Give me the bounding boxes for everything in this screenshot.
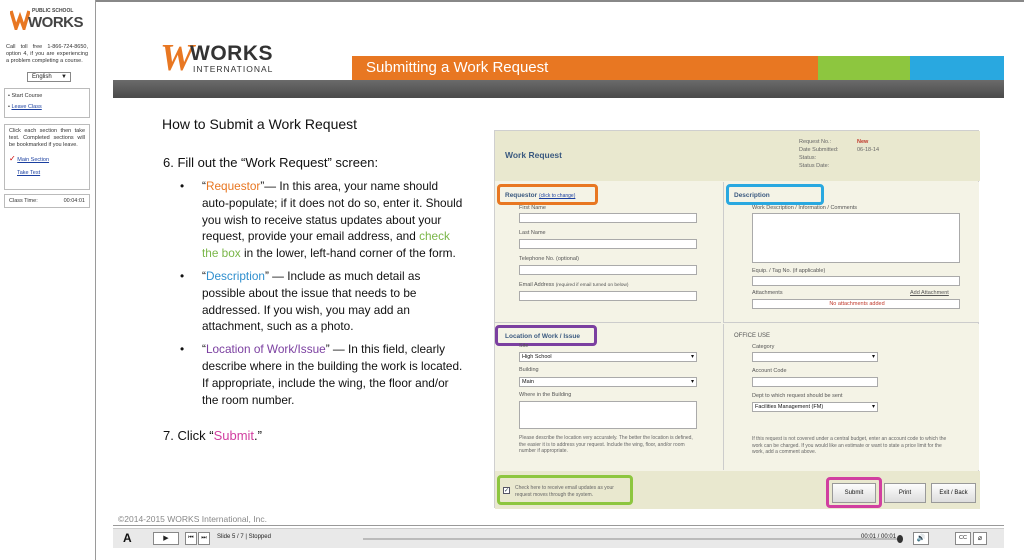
sections-instructions: Click each section then take test. Completed sections will be bookmarked if you leave.: [9, 128, 85, 148]
category-label: Category: [752, 344, 775, 350]
description-panel: [723, 182, 979, 323]
exit-back-button[interactable]: Exit / Back: [931, 483, 976, 503]
top-border: [96, 0, 1024, 2]
bullet-text: ”— In this area, your name should auto-populate; if it does not do so, enter it. Should you wish to receive status updates about your request, provide your email address, and: [202, 179, 463, 244]
support-call-text: Call toll free 1-866-724-8650, option 4, if you are experiencing a problem completing a course.: [6, 44, 88, 64]
no-attachments-box: No attachments added: [752, 299, 960, 309]
building-label: Building: [519, 367, 539, 373]
dropdown-arrow-icon: ▼: [61, 74, 67, 80]
class-time-value: 00:04:01: [63, 198, 85, 204]
request-no-value: New: [857, 139, 869, 145]
checkmark-icon: ✓: [9, 154, 16, 163]
telephone-field[interactable]: [519, 265, 697, 275]
play-button[interactable]: ▶: [153, 532, 179, 545]
email-note: (required if email turned on below): [555, 283, 629, 288]
last-name-field[interactable]: [519, 239, 697, 249]
requestor-highlight-box: [497, 184, 598, 205]
language-value: English: [32, 74, 52, 80]
location-highlight: Location of Work/Issue: [205, 342, 326, 357]
quote: “: [202, 268, 206, 283]
form-title: Work Request: [505, 150, 562, 160]
location-hint: Please describe the location very accurately. The better the location is defined, the easier it is to address your request. Include the wing, floor, and/or room number if appropriate.: [519, 435, 693, 454]
works-international-logo: [160, 38, 300, 78]
dept-select[interactable]: Facilities Management (FM) ▾: [752, 402, 878, 412]
bullet-text: ” — In this field, clearly describe where in the building the work is located. If appropriate, include the wing, the floor and/or the room number.: [202, 342, 463, 407]
form-header: [495, 131, 980, 181]
quote: “: [202, 342, 206, 357]
leave-class-link[interactable]: Leave Class: [11, 104, 42, 110]
if-applicable-note: (if applicable): [792, 268, 826, 274]
quote: “: [202, 179, 206, 193]
email-field[interactable]: [519, 291, 697, 301]
telephone-text: Telephone No.: [519, 256, 555, 262]
logo-w: W: [160, 37, 194, 79]
equip-field[interactable]: [752, 276, 960, 286]
date-label: Date Submitted:: [799, 147, 839, 153]
next-slide-button[interactable]: ⏭: [198, 532, 210, 545]
status-date-label: Status Date:: [799, 163, 830, 169]
dept-label: Dept to which request should be sent: [752, 393, 843, 399]
adobe-icon: A: [123, 531, 132, 545]
where-field[interactable]: [519, 401, 697, 429]
bullet-requestor: [180, 178, 464, 262]
site-label: Site: [519, 343, 529, 349]
location-panel: [495, 324, 721, 470]
work-request-form: [494, 130, 979, 508]
print-button[interactable]: Print: [884, 483, 926, 503]
location-heading: Location of Work / Issue: [505, 333, 581, 340]
requestor-highlight: Requestor: [205, 179, 261, 193]
requestor-label: Requestor: [505, 192, 538, 199]
office-use-panel: [723, 324, 979, 470]
status-label: Status:: [799, 155, 817, 161]
class-time: [4, 194, 90, 208]
attachments-label: Attachments: [752, 290, 783, 296]
equip-text: Equip. / Tag No.: [752, 268, 792, 274]
take-test-link[interactable]: Take Test: [17, 170, 41, 176]
volume-icon[interactable]: 🔊: [913, 532, 929, 545]
public-school-works-logo: [10, 8, 86, 32]
description-heading: Description: [734, 192, 770, 199]
green-accent-block: [818, 56, 910, 80]
request-meta: [799, 138, 879, 170]
step-7-text-end: .”: [254, 428, 262, 443]
slide-status: Slide 5 / 7 | Stopped: [217, 534, 271, 540]
location-highlight-box: [495, 325, 597, 346]
requestor-panel: [495, 182, 721, 323]
header-divider-bar: [113, 80, 1004, 98]
logo-works: WORKS: [190, 42, 273, 65]
bullet-text: ” — Include as much detail as possible about the issue that needs to be addressed. If you wish, you may add an attachment, such as a photo.: [202, 268, 421, 334]
office-use-heading: OFFICE USE: [734, 333, 771, 339]
request-no-label: Request No.:: [799, 139, 832, 145]
step-7: [163, 428, 262, 443]
where-label: Where in the Building: [519, 392, 572, 398]
progress-track[interactable]: [363, 538, 903, 540]
account-code-field[interactable]: [752, 377, 878, 387]
first-name-label: First Name: [519, 205, 546, 211]
email-updates-checkbox[interactable]: ✓: [504, 488, 510, 494]
description-highlight: Description: [205, 268, 265, 283]
start-course-label: Start Course: [11, 93, 43, 99]
main-section-link[interactable]: Main Section: [17, 157, 50, 163]
work-description-label: Work Description / Information / Comments: [752, 205, 858, 211]
date-value: 06-18-14: [857, 147, 880, 153]
logo-small-text: PUBLIC SCHOOL: [32, 8, 74, 14]
account-code-label: Account Code: [752, 368, 787, 374]
telephone-label: [519, 256, 579, 262]
description-highlight-box: [726, 184, 824, 205]
bullet-location: [180, 341, 464, 408]
form-footer: [495, 471, 980, 509]
copyright: ©2014-2015 WORKS International, Inc.: [118, 514, 267, 524]
work-description-field[interactable]: [752, 213, 960, 263]
step-6: 6. Fill out the “Work Request” screen:: [163, 155, 379, 170]
prev-slide-button[interactable]: ⏮: [185, 532, 197, 545]
logo-big-text: WORKS: [28, 14, 83, 31]
check-box-highlight: check the box: [202, 229, 450, 261]
equip-label: [752, 268, 825, 274]
site-select[interactable]: High School ▾: [519, 352, 697, 362]
bullet-text: in the lower, left-hand corner of the form.: [240, 246, 456, 261]
leave-class-item[interactable]: • Leave Class: [8, 104, 42, 110]
works-w-icon: [10, 8, 30, 30]
blue-accent-block: [910, 56, 1004, 80]
add-attachment-link[interactable]: Add Attachment: [910, 290, 949, 296]
email-label: [519, 282, 628, 288]
category-select[interactable]: [752, 352, 878, 362]
logo-international: INTERNATIONAL: [193, 64, 274, 74]
sections-box: [4, 124, 90, 190]
course-sidebar: [0, 0, 96, 560]
email-text: Email Address: [519, 282, 555, 288]
start-course-item[interactable]: • Start Course: [8, 93, 43, 99]
optional-note: (optional): [556, 256, 579, 262]
instruction-list: [180, 178, 464, 414]
slide-title: Submitting a Work Request: [352, 56, 818, 80]
course-nav: [4, 88, 90, 118]
language-select[interactable]: [27, 72, 71, 82]
class-time-label: Class Time:: [9, 198, 38, 204]
first-name-field[interactable]: [519, 213, 697, 223]
click-to-change-link[interactable]: (click to change): [538, 193, 576, 199]
player-separator: [113, 525, 1004, 526]
last-name-label: Last Name: [519, 230, 546, 236]
progress-handle[interactable]: [897, 535, 903, 543]
attachment-icon[interactable]: ⌀: [973, 532, 987, 545]
email-updates-label: Check here to receive email updates as your request moves through the system.: [515, 485, 614, 498]
player-bar: [113, 528, 1004, 548]
page-heading: How to Submit a Work Request: [162, 116, 358, 132]
bullet-description: [180, 268, 464, 335]
step-7-text: 7. Click “: [163, 428, 214, 443]
closed-caption-button[interactable]: CC: [955, 532, 971, 545]
time-display: 00:01 / 00:01: [861, 534, 897, 540]
office-hint: If this request is not covered under a central budget, enter an account code to which the work can be charged. If you would like an estimate or want to state a price limit for the work, add a comment above.: [752, 436, 947, 455]
submit-button[interactable]: Submit: [832, 483, 876, 503]
building-select[interactable]: Main ▾: [519, 377, 697, 387]
submit-highlight: Submit: [213, 428, 255, 443]
